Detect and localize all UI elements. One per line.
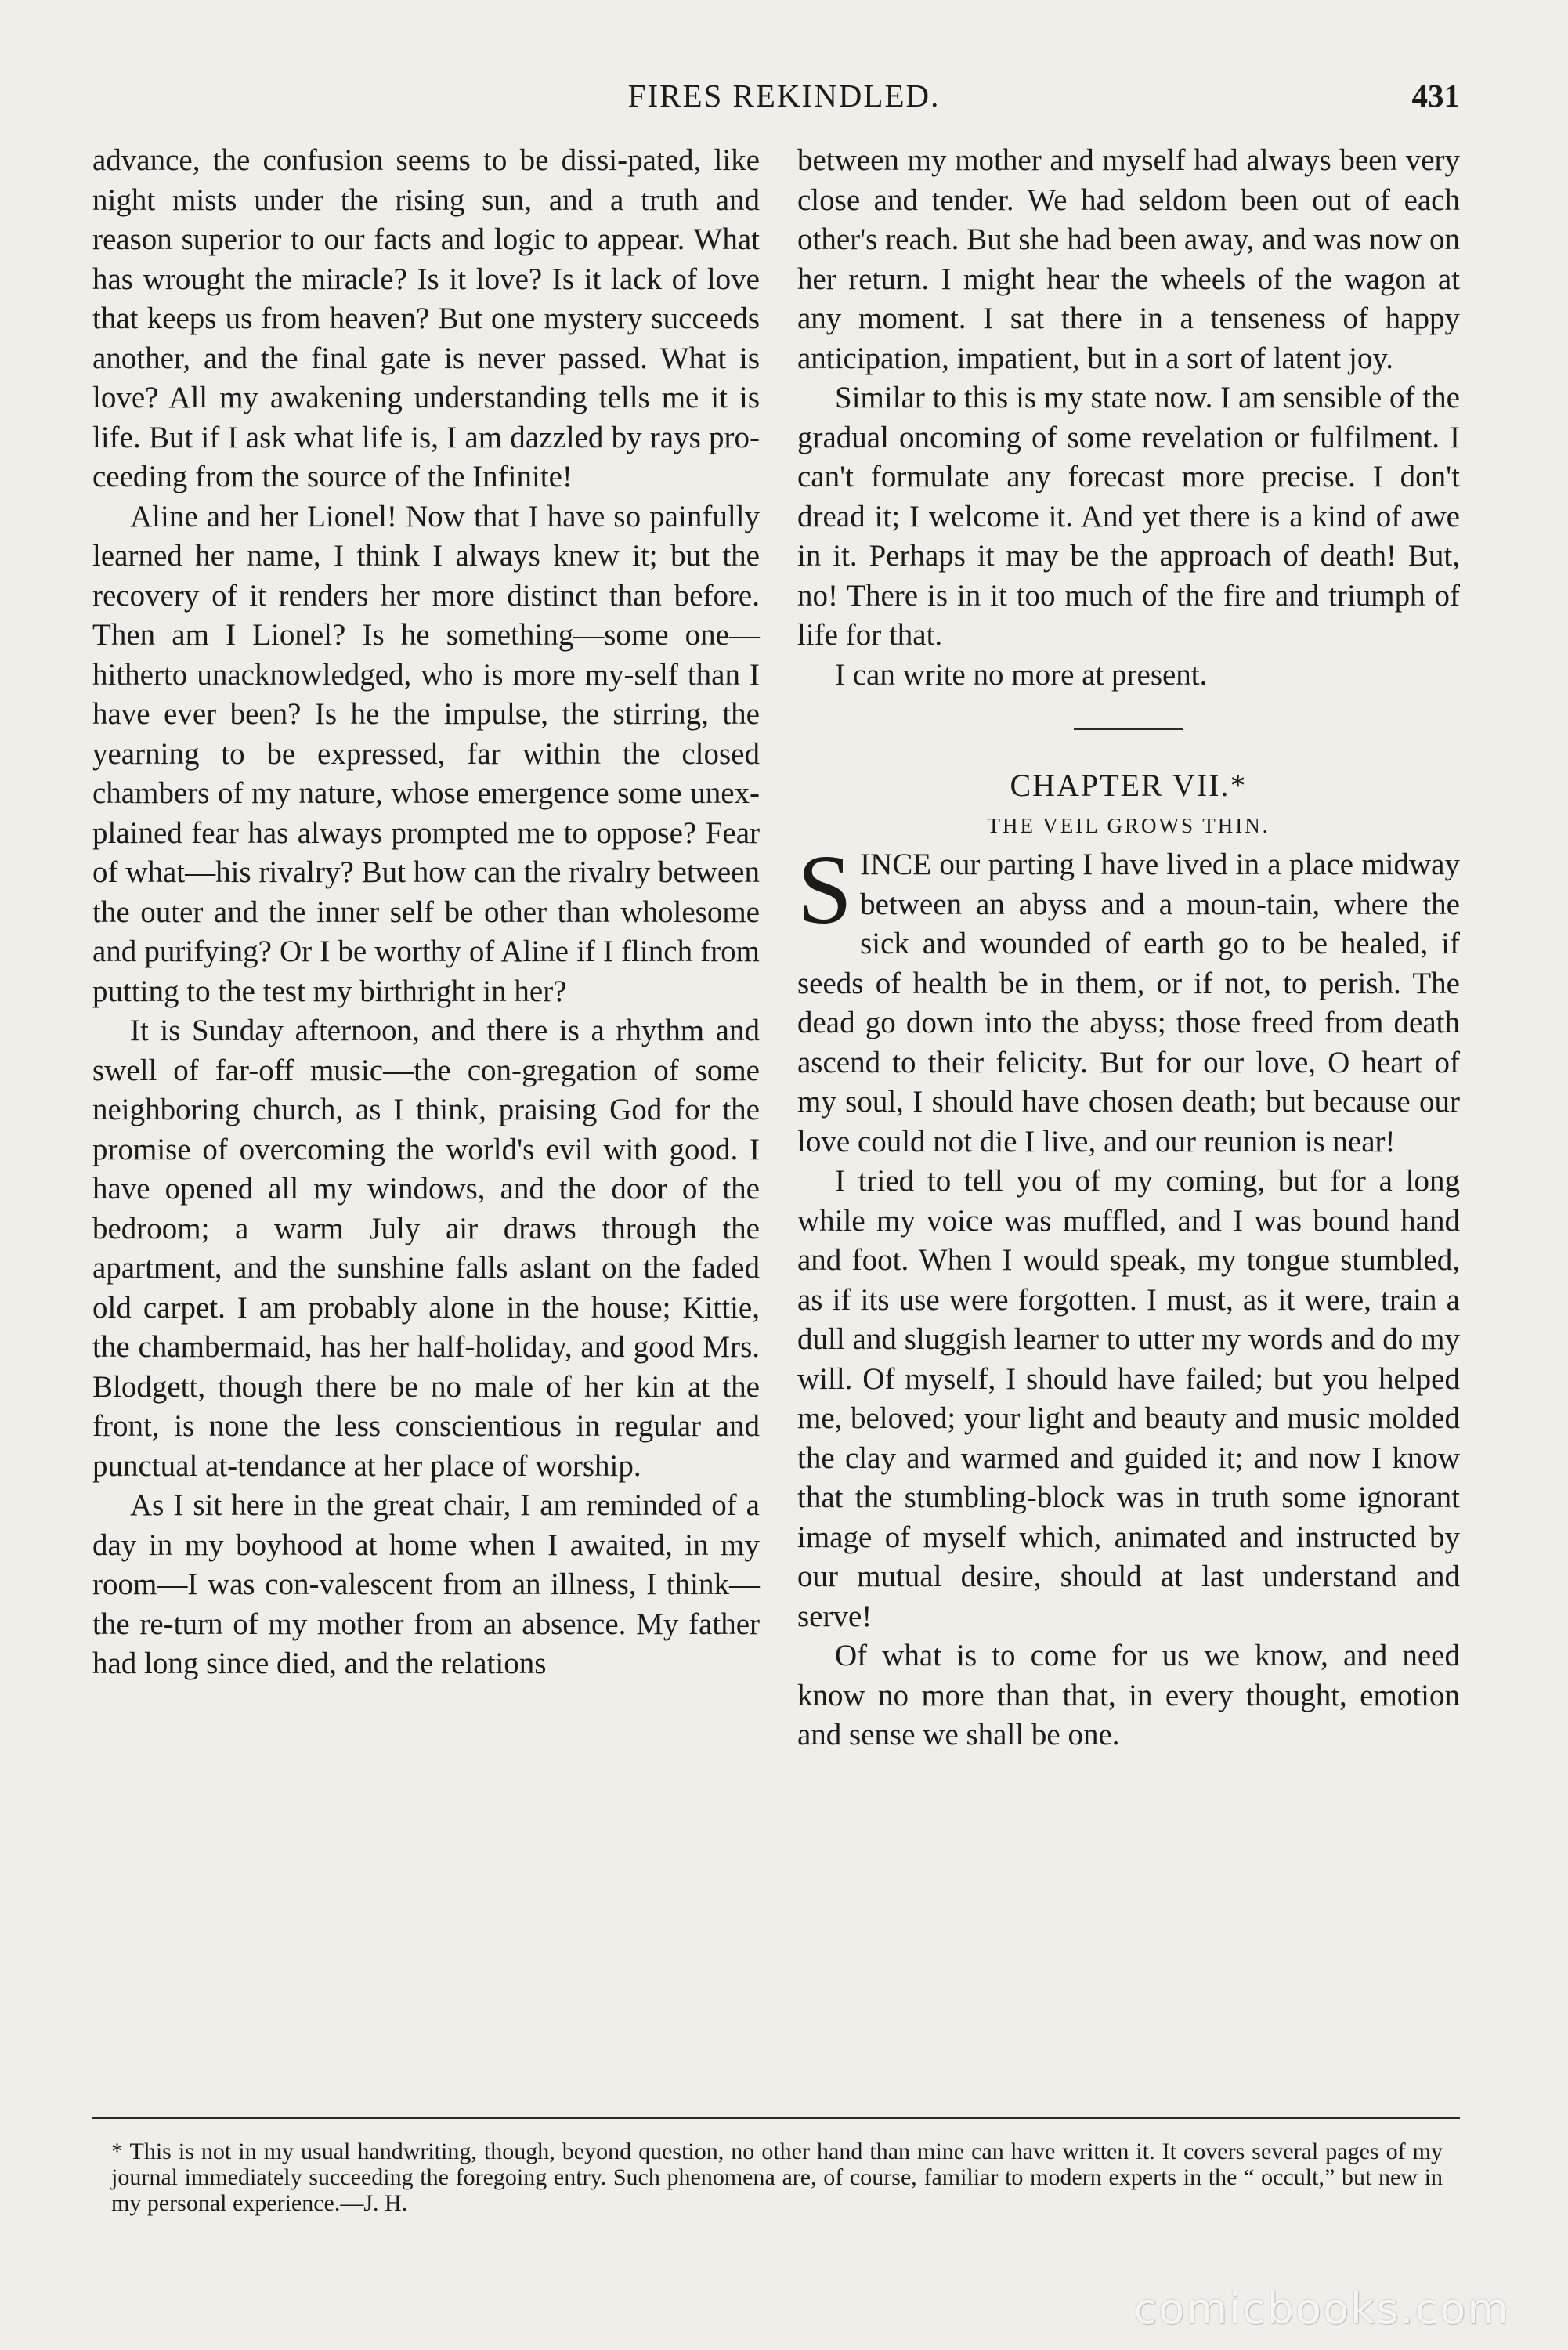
paragraph-with-dropcap [797, 836, 1460, 1162]
paragraph: Similar to this is my state now. I am sensible of the gradual oncoming of some revelation or fulfilment. I can't formulate any forecast more precise. I don't dread it; I welcome it. And yet there is a kind of awe in it. Perhaps it may be the approach of death! But, no! There is in it too much of the fire and triumph of life for that. [797, 381, 1460, 652]
footnote-rule [92, 2117, 1460, 2119]
paragraph: Of what is to come for us we know, and need know no more than that, in every thought, emotion and sense we shall be one. [797, 1639, 1460, 1752]
chapter-subtitle: THE VEIL GROWS THIN. [987, 813, 1270, 837]
page-number: 431 [1411, 78, 1460, 114]
paragraph: It is Sunday afternoon, and there is a rhythm and swell of far-off music—the con-gregation of some neighboring church, as I think, praising God for the promise of overcoming the world's evil with good. I have opened all my windows, and the door of the bedroom; a warm July air draws through the apartment, and the sunshine falls aslant on the faded old carpet. I am probably alone in the house; Kittie, the chambermaid, has her half-holiday, and good Mrs. Blodgett, though there be no male of her kin at the front, is none the less conscientious in regular and punctual at-tendance at her place of worship. [92, 1014, 760, 1483]
chapter-heading: CHAPTER VII.* [1010, 768, 1248, 803]
paragraph: As I sit here in the great chair, I am reminded of a day in my boyhood at home when I awaited, in my room—I was con-valescent from an illness, I think—the re-turn of my mother from an absence. My father had long since died, and the relations [92, 1488, 760, 1680]
paragraph-text: INCE our parting I have lived in a place midway between an abyss and a moun-tain, where the sick and wounded of earth go to be healed, if seeds of health be in them, or if not, to perish. The dead go down into the abyss; those freed from death ascend to their felicity. But for our love, O heart of my soul, I should have chosen death; but because our love could not die I live, and our reunion is near! [797, 848, 1460, 1159]
paragraph: between my mother and myself had always been very close and tender. We had seldom been out of each other's reach. But she had been away, and was now on her return. I might hear the wheels of the wagon at any moment. I sat there in a tenseness of happy anticipation, impatient, but in a sort of latent joy. [797, 143, 1460, 375]
running-title: FIRES REKINDLED. [627, 78, 941, 114]
right-column [797, 141, 1460, 1755]
paragraph: advance, the confusion seems to be dissi-pated, like night mists under the rising sun, and a truth and reason superior to our facts and logic to appear. What has wrought the miracle? Is it love? Is it lack of love that keeps us from heaven? But one mystery succeeds another, and the final gate is never passed. What is love? All my awakening understanding tells me it is life. But if I ask what life is, I am dazzled by rays pro-ceeding from the source of the Infinite! [92, 143, 760, 494]
paragraph: I can write no more at present. [835, 657, 1208, 692]
watermark: comicbooks.com [1133, 2284, 1510, 2334]
running-head [0, 77, 1568, 124]
section-divider [1074, 728, 1183, 730]
footnote [111, 2138, 1443, 2216]
paragraph: I tried to tell you of my coming, but for a long while my voice was muffled, and I was bound hand and foot. When I would speak, my tongue stumbled, as if its use were forgotten. I must, as it were, train a dull and sluggish learner to utter my words and do my will. Of myself, I should have failed; but you helped me, beloved; your light and beauty and music molded the clay and warmed and guided it; and now I know that the stumbling-block was in truth some ignorant image of myself which, animated and instructed by our mutual desire, should at last understand and serve! [797, 1164, 1460, 1633]
left-column [92, 141, 760, 1684]
footnote-text: This is not in my usual handwriting, though, beyond question, no other hand than mine can have written it. It covers several pages of my journal immediately succeeding the foregoing entry. Such phenomena are, of course, familiar to modern experts in the “ occult,” but new in my personal experience.—J. H. [111, 2138, 1443, 2216]
footnote-marker: * [111, 2138, 123, 2164]
paragraph: Aline and her Lionel! Now that I have so painfully learned her name, I think I always knew it; but the recovery of it renders her more distinct than before. Then am I Lionel? Is he something—some one—hitherto unacknowledged, who is more my-self than I have ever been? Is he the impulse, the stirring, the yearning to be expressed, far within the closed chambers of my nature, whose emergence some unex-plained fear has always prompted me to oppose? Fear of what—his rivalry? But how can the rivalry between the outer and the inner self be other than wholesome and purifying? Or I be worthy of Aline if I flinch from putting to the test my birthright in her? [92, 499, 760, 1008]
drop-cap: S [797, 836, 853, 945]
